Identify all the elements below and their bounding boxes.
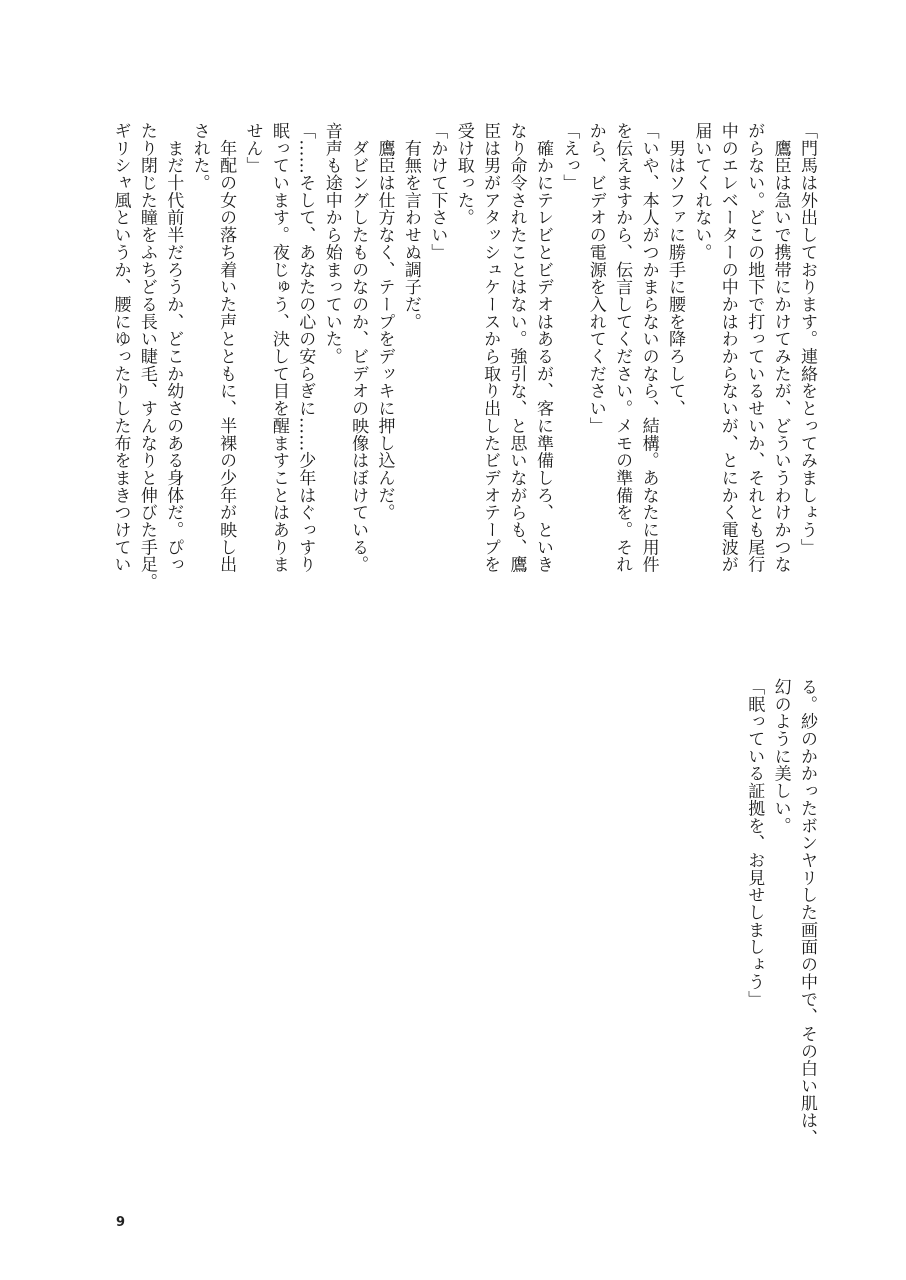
text-line: を伝えますから、伝言してください。メモの準備を。それ bbox=[612, 122, 633, 574]
text-line: せん」 bbox=[242, 122, 263, 175]
text-line: 「えっ」 bbox=[559, 122, 580, 192]
text-line: 「門馬は外出しております。連絡をとってみましょう」 bbox=[797, 122, 817, 556]
text-line: 鷹臣は仕方なく、テープをデッキに押し込んだ。 bbox=[374, 122, 395, 522]
text-line: 男はソファに勝手に腰を降ろして、 bbox=[664, 122, 685, 417]
text-line: 幻のように美しい。 bbox=[770, 678, 791, 835]
text-line: ダビングしたものなのか、ビデオの映像はぼけている。 bbox=[348, 122, 369, 574]
text-line: まだ十代前半だろうか、どこか幼さのある身体だ。ぴっ bbox=[163, 122, 184, 574]
text-line: 眠っています。夜じゅう、決して目を醒ますことはありま bbox=[268, 122, 289, 574]
text-line: 「眠っている証拠を、お見せしましょう」 bbox=[744, 678, 765, 1008]
upper-text-block bbox=[100, 122, 820, 622]
text-line: 「いや、本人がつかまらないのなら、結構。あなたに用件 bbox=[638, 122, 659, 574]
text-line: から、ビデオの電源を入れてください」 bbox=[585, 122, 606, 435]
text-line: 音声も途中から始まっていた。 bbox=[321, 122, 342, 365]
text-line: 臣は男がアタッシュケースから取り出したビデオテープを bbox=[480, 122, 501, 574]
text-line: 中のエレベーターの中かはわからないが、とにかく電波が bbox=[717, 122, 738, 574]
text-line: 確かにテレビとビデオはあるが、客に準備しろ、といき bbox=[532, 122, 553, 574]
text-line: 有無を言わせぬ調子だ。 bbox=[400, 122, 421, 331]
text-line: 受け取った。 bbox=[453, 122, 474, 227]
text-line: 「かけて下さい」 bbox=[427, 122, 448, 261]
text-line: なり命令されたことはない。強引な、と思いながらも、鷹 bbox=[506, 122, 527, 574]
text-line: 年配の女の落ち着いた声とともに、半裸の少年が映し出 bbox=[216, 122, 237, 574]
lower-text-block bbox=[710, 678, 820, 1198]
text-line: 届いてくれない。 bbox=[691, 122, 712, 261]
text-line: たり閉じた瞳をふちどる長い睫毛、すんなりと伸びた手足。 bbox=[136, 122, 157, 591]
text-line: がらない。どこの地下で打っているせいか、それとも尾行 bbox=[744, 122, 765, 574]
text-line: る。紗のかかったボンヤリした画面の中で、その白い肌は、 bbox=[797, 678, 817, 1147]
text-line: された。 bbox=[189, 122, 210, 192]
text-line: ギリシャ風というか、腰にゆったりした布をまきつけてい bbox=[110, 122, 131, 574]
page-number: 9 bbox=[116, 1215, 126, 1230]
text-line: 鷹臣は急いで携帯にかけてみたが、どういうわけかつな bbox=[770, 122, 791, 574]
text-line: 「……そして、あなたの心の安らぎに……少年はぐっすり bbox=[295, 122, 316, 574]
